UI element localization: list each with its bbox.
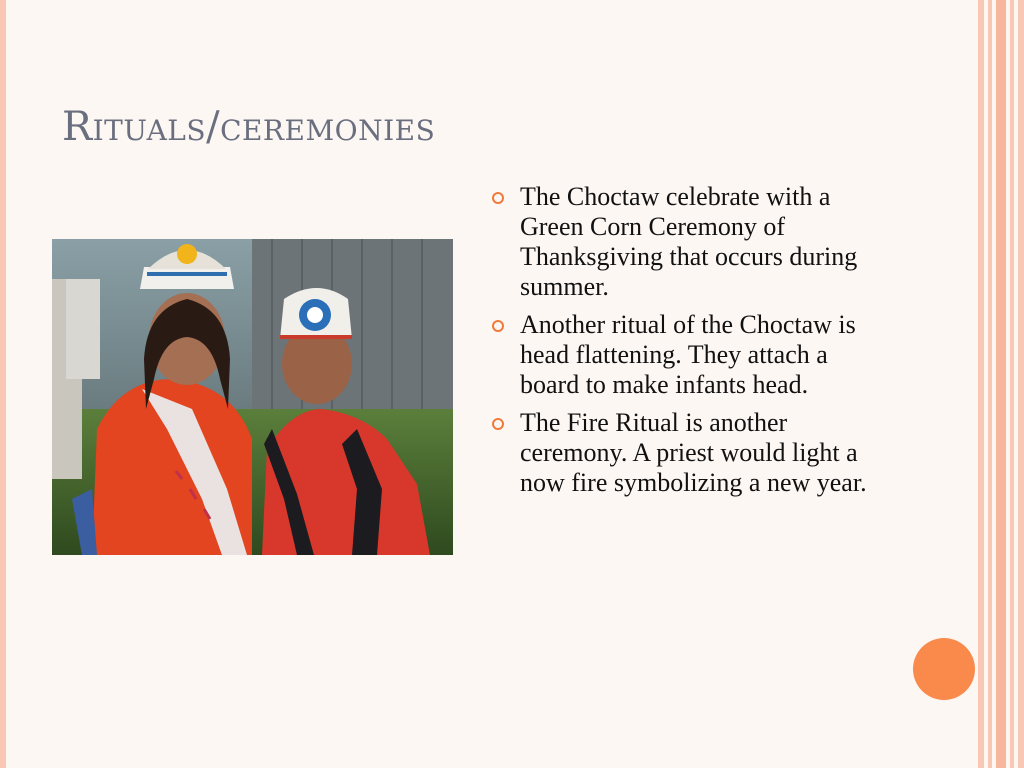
- slide-title: Rituals/ceremonies: [62, 104, 436, 150]
- bullet-text: Another ritual of the Choctaw is head flattening. They attach a board to make infants head.: [520, 310, 856, 399]
- bullet-circle-icon: [492, 320, 504, 332]
- bullet-text: The Choctaw celebrate with a Green Corn Ceremony of Thanksgiving that occurs during summer.: [520, 182, 858, 301]
- bullet-item: [492, 408, 882, 498]
- bullet-text: The Fire Ritual is another ceremony. A priest would light a now fire symbolizing a new year.: [520, 408, 867, 497]
- bullet-circle-icon: [492, 418, 504, 430]
- photo: [52, 239, 453, 555]
- left-border-stripe: [0, 0, 6, 768]
- bullet-list: [492, 182, 882, 506]
- bullet-circle-icon: [492, 192, 504, 204]
- decorative-circle: [913, 638, 975, 700]
- bullet-item: [492, 310, 882, 400]
- photo-icon: [52, 239, 453, 555]
- bullet-item: [492, 182, 882, 302]
- right-border-stripes: [978, 0, 1024, 768]
